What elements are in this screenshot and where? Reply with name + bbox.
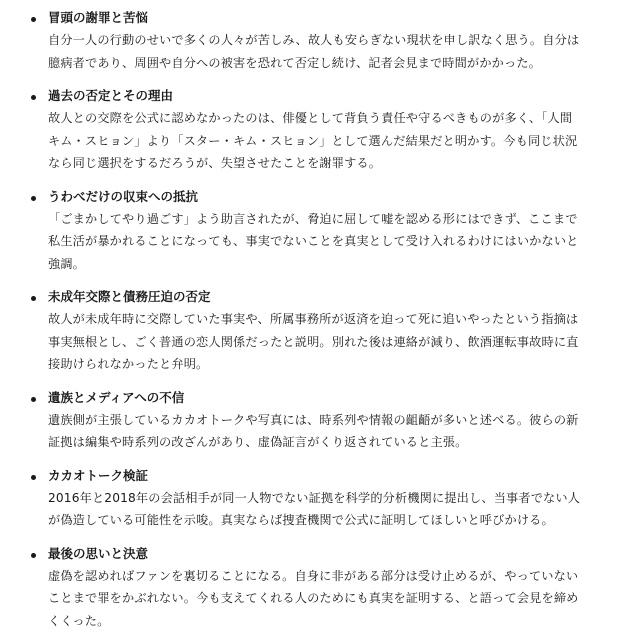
section-title: 冒頭の謝罪と苦悩	[48, 8, 583, 28]
section-title: うわべだけの収束への抵抗	[48, 187, 583, 207]
list-item	[0, 544, 625, 632]
section-title: 未成年交際と債務圧迫の否定	[48, 287, 583, 307]
list-item	[0, 86, 625, 175]
section-body: 虚偽を認めればファンを裏切ることになる。自身に非がある部分は受け止めるが、やっていないことまで罪をかぶれない。今も支えてくれる人のためにも真実を証明する、と語って会見を締めくくった。	[48, 565, 583, 632]
list-item	[0, 187, 625, 276]
bullet-icon	[31, 95, 36, 100]
section-body: 故人との交際を公式に認めなかったのは、俳優として背負う責任や守るべきものが多く、「人間キム・スヒョン」より「スター・キム・スヒョン」として選んだ結果だと明かす。今も同じ状況なら同じ選択をするだろうが、失望させたことを謝罪する。	[48, 107, 583, 175]
section-title: 過去の否定とその理由	[48, 86, 583, 106]
section-body: 故人が未成年時に交際していた事実や、所属事務所が返済を迫って死に追いやったという指摘は事実無根とし、ごく普通の恋人関係だったと説明。別れた後は連絡が減り、飲酒運転事故時に直接助けられなかったと弁明。	[48, 308, 583, 376]
list-item	[0, 8, 625, 74]
bullet-icon	[31, 475, 36, 480]
bullet-icon	[31, 17, 36, 22]
list-item	[0, 388, 625, 454]
section-body: 2016年と2018年の会話相手が同一人物でない証拠を科学的分析機関に提出し、当事者でない人が偽造している可能性を示唆。真実ならば捜査機関で公式に証明してほしいと呼びかける。	[48, 487, 583, 532]
section-title: カカオトーク検証	[48, 466, 583, 486]
list-item	[0, 466, 625, 532]
section-body: 「ごまかしてやり過ごす」よう助言されたが、脅迫に屈して嘘を認める形にはできず、ここまで私生活が暴かれることになっても、事実でないことを真実として受け入れるわけにはいかないと強調。	[48, 208, 583, 276]
section-title: 遺族とメディアへの不信	[48, 388, 583, 408]
bullet-icon	[31, 553, 36, 558]
section-title: 最後の思いと決意	[48, 544, 583, 564]
section-body: 自分一人の行動のせいで多くの人々が苦しみ、故人も安らぎない現状を申し訳なく思う。自分は臆病者であり、周囲や自分への被害を恐れて否定し続け、記者会見まで時間がかかった。	[48, 29, 583, 74]
section-body: 遺族側が主張しているカカオトークや写真には、時系列や情報の齟齬が多いと述べる。彼らの新証拠は編集や時系列の改ざんがあり、虚偽証言がくり返されていると主張。	[48, 409, 583, 454]
bullet-icon	[31, 397, 36, 402]
list-item	[0, 287, 625, 376]
bullet-icon	[31, 196, 36, 201]
bullet-icon	[31, 296, 36, 301]
